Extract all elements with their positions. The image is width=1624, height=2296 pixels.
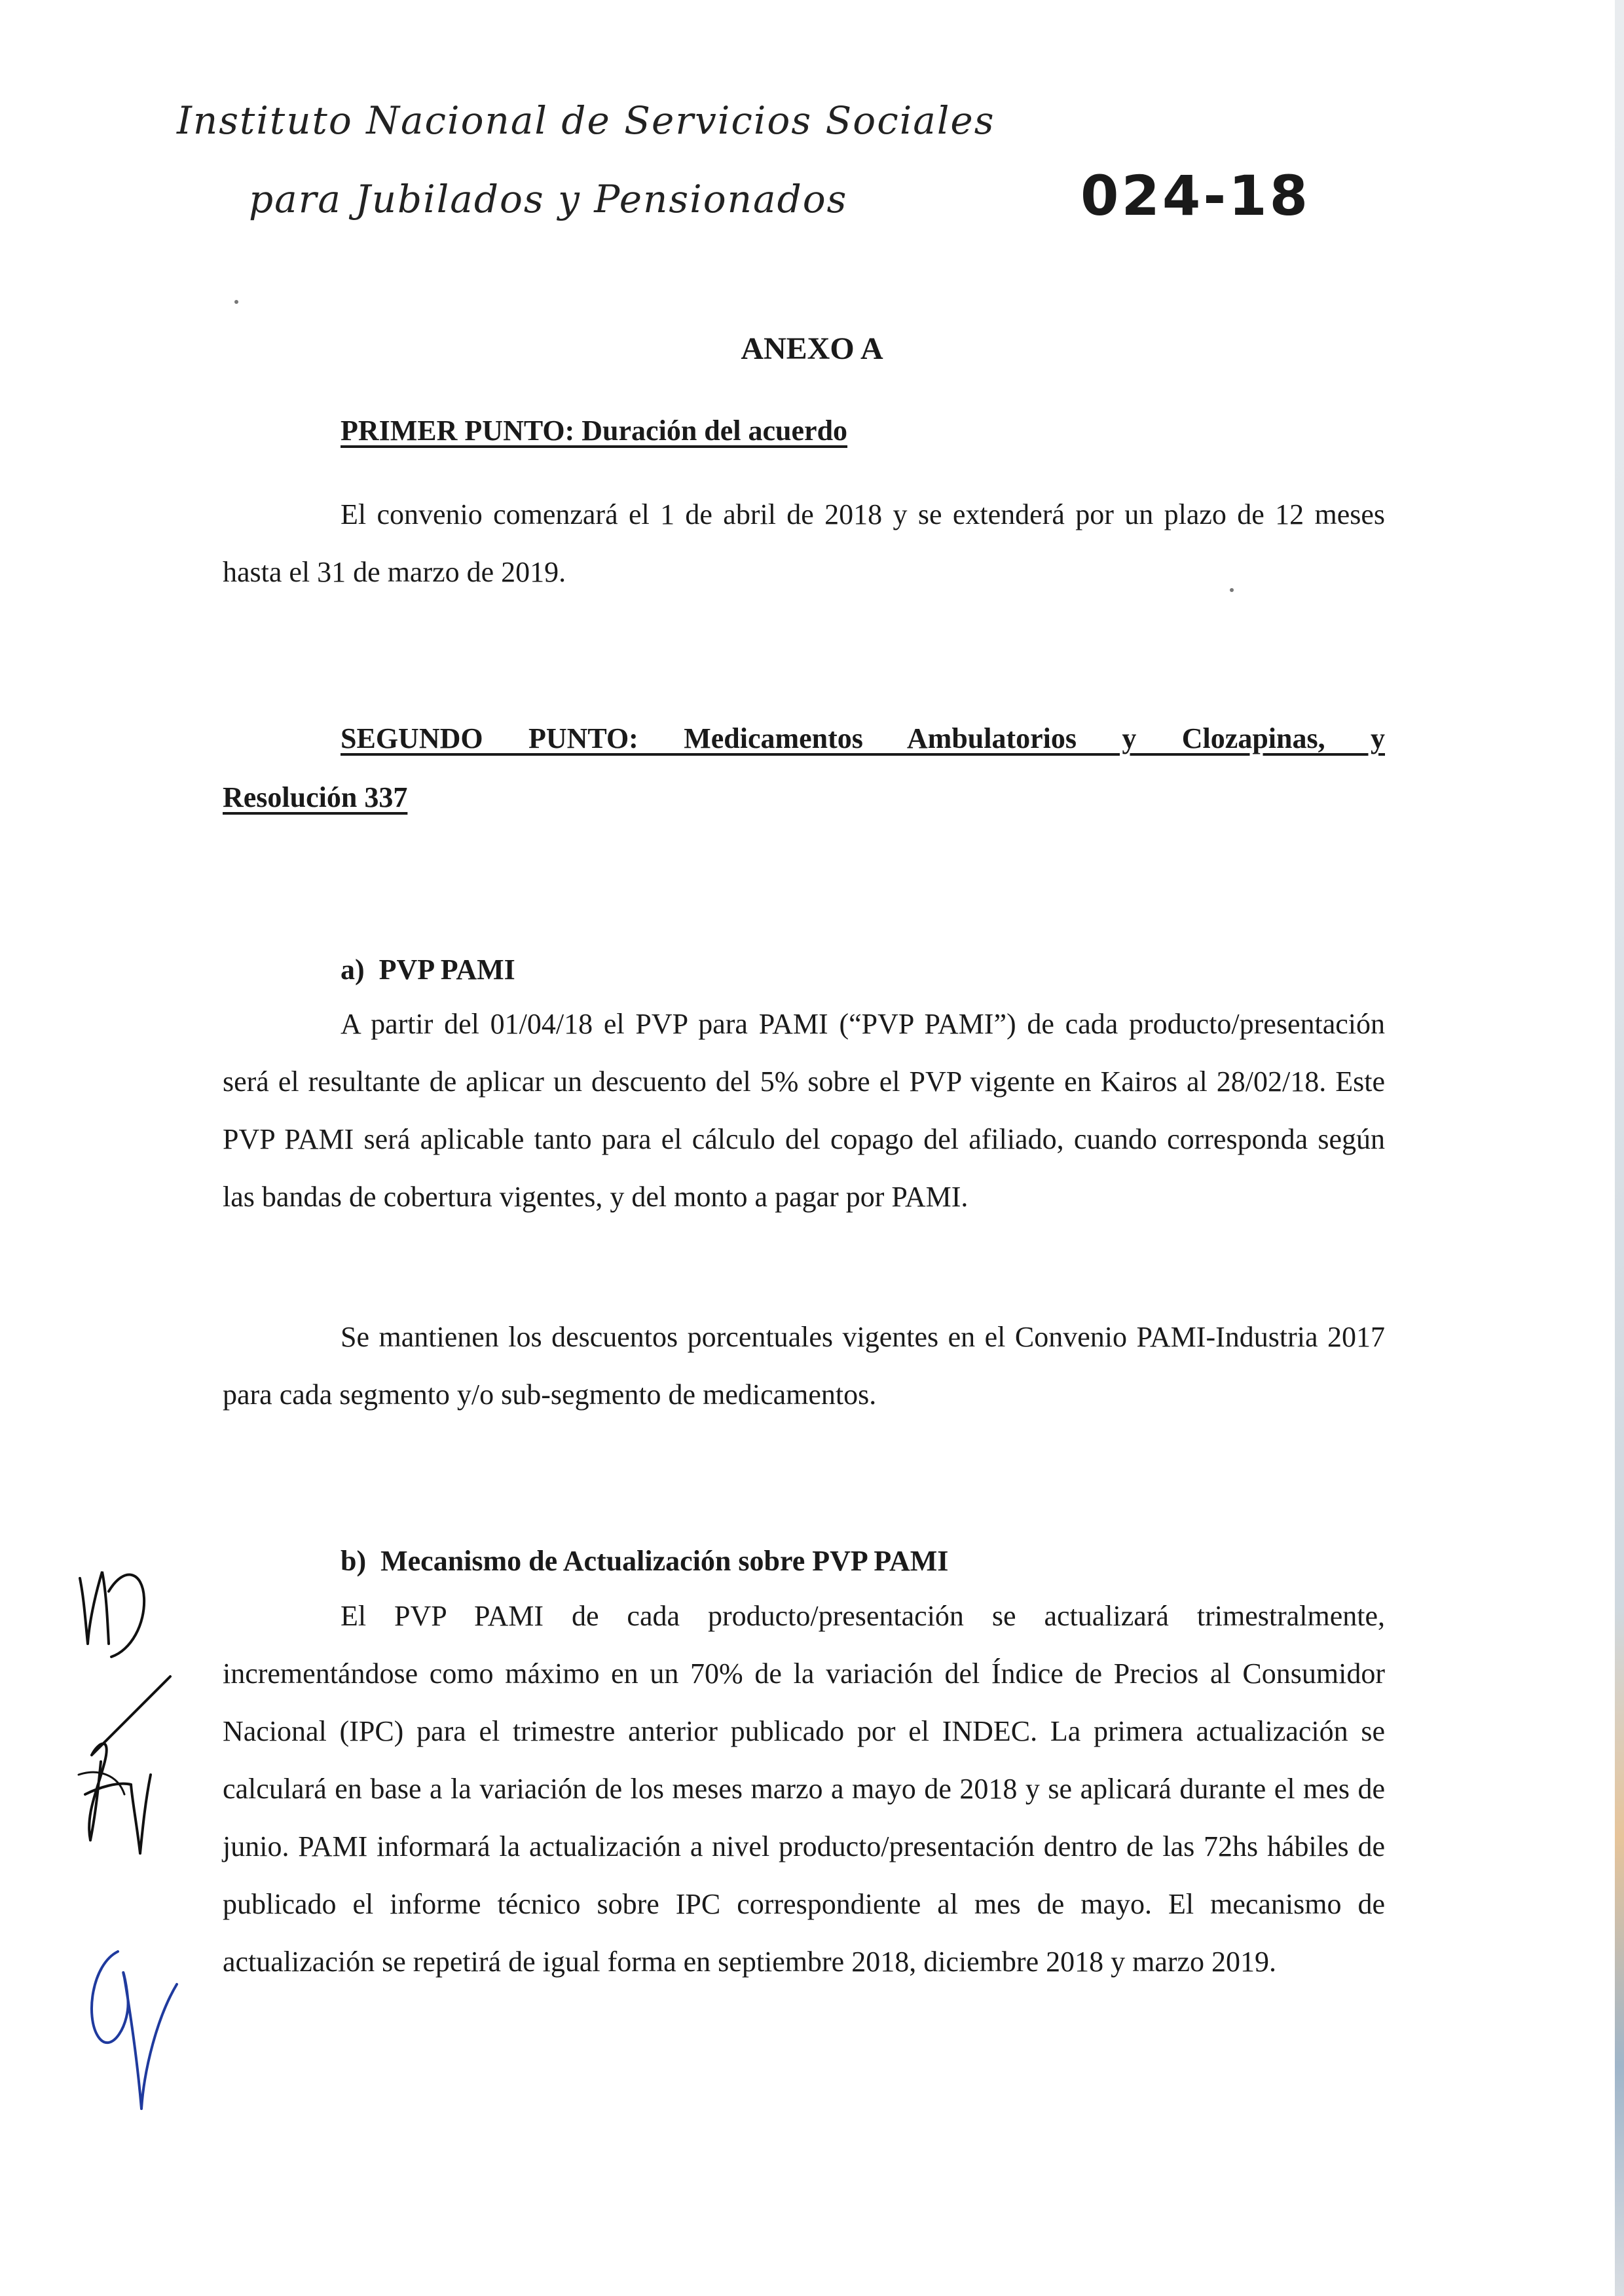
subsection-b-title [341, 1544, 948, 1578]
subsection-b-paragraph-1: El PVP PAMI de cada producto/presentación se actualizará trimestralmente, incrementándose como máximo en un 70% de la variación del Índice de Precios al Consumidor Nacional (IPC) para el trimestre anterior publicado por el INDEC. La primera actualización se calculará en base a la variación de los meses marzo a mayo de 2018 y se aplicará durante el mes de junio. PAMI informará la actualización a nivel producto/presentación dentro de las 72hs hábiles de publicado el informe técnico sobre IPC correspondiente al mes de mayo. El mecanismo de actualización se repetirá de igual forma en septiembre 2018, diciembre 2018 y marzo 2019. [223, 1600, 1385, 1978]
letterhead-line-1: Instituto Nacional de Servicios Sociales [177, 98, 995, 143]
section-1-title: PRIMER PUNTO: Duración del acuerdo [341, 415, 848, 447]
handwritten-initials-2 [59, 1670, 177, 1866]
subsection-b-heading: Mecanismo de Actualización sobre PVP PAMI [380, 1545, 949, 1577]
annex-title: ANEXO A [741, 331, 883, 366]
subsection-a-paragraph-1: A partir del 01/04/18 el PVP para PAMI (“PVP PAMI”) de cada producto/presentación será el resultante de aplicar un descuento del 5% sobre el PVP vigente en Kairos al 28/02/18. Este PVP PAMI será aplicable tanto para el cálculo del copago del afiliado, cuando corresponda según las bandas de cobertura vigentes, y del monto a pagar por PAMI. [223, 1008, 1385, 1213]
handwritten-initials-1 [65, 1552, 157, 1670]
subsection-a-title [341, 953, 515, 986]
letterhead-line-2: para Jubilados y Pensionados [249, 177, 848, 221]
section-1-body: El convenio comenzará el 1 de abril de 2018 y se extenderá por un plazo de 12 meses hasta el 31 de marzo de 2019. [223, 498, 1385, 588]
document-number: 024-18 [1080, 164, 1311, 228]
subsection-a-label: a) [341, 954, 365, 986]
section-2-title-line-2: Resolución 337 [223, 781, 408, 813]
subsection-a-paragraph-2: Se mantienen los descuentos porcentuales vigentes en el Convenio PAMI-Industria 2017 para cada segmento y/o sub-segmento de medicamentos. [223, 1321, 1385, 1411]
subsection-b-label: b) [341, 1545, 367, 1577]
scan-dot [234, 300, 238, 304]
section-2-title-line-1: SEGUNDO PUNTO: Medicamentos Ambulatorios y Clozapinas, y [341, 722, 1385, 754]
handwritten-initials-3 [79, 1938, 183, 2122]
subsection-a-heading: PVP PAMI [378, 954, 515, 986]
